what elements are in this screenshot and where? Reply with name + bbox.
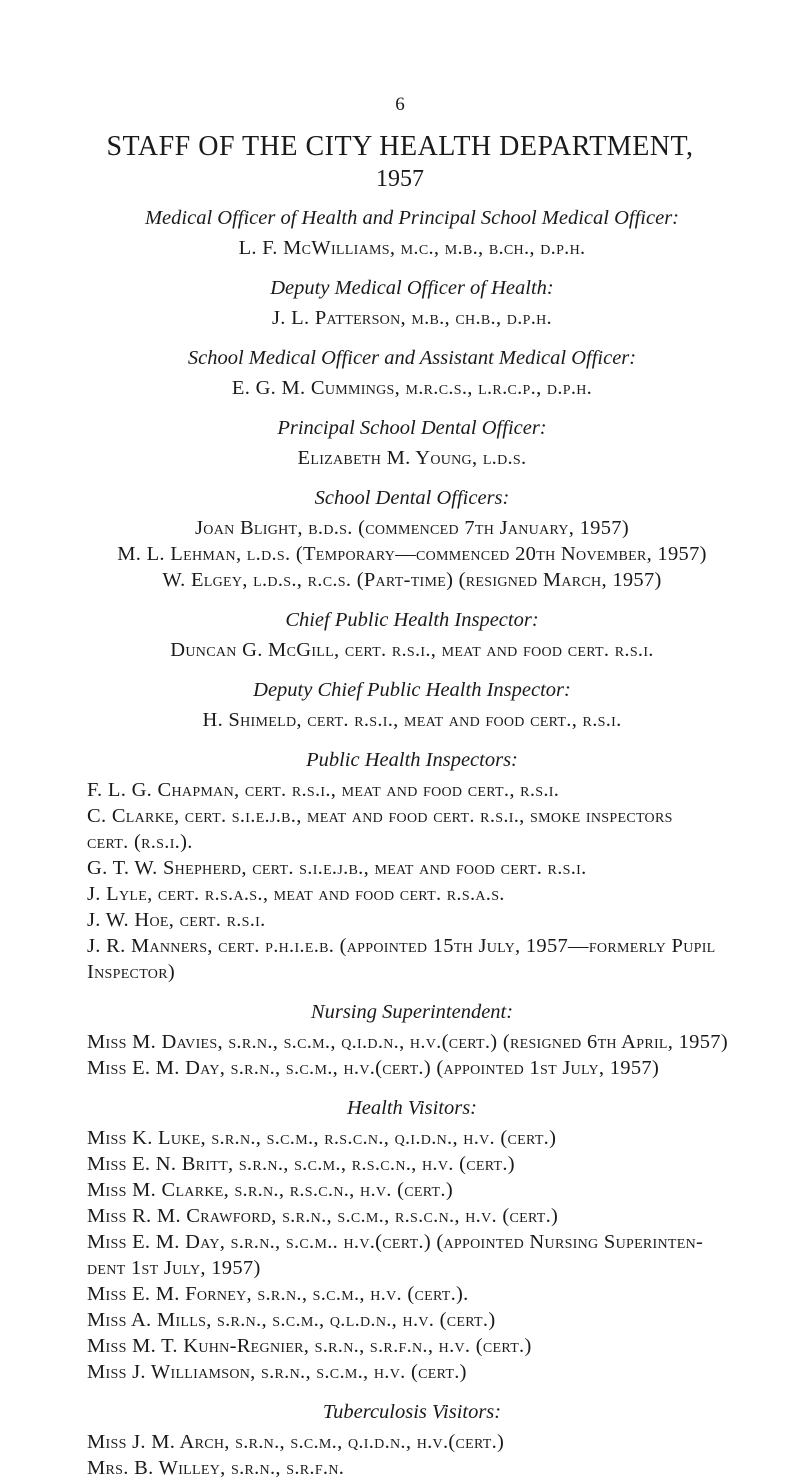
staff-entry: J. Lyle, cert. r.s.a.s., meat and food cert. r.s.a.s. [87, 883, 505, 905]
section-deputy-moh [87, 275, 737, 331]
staff-entry: L. F. McWilliams, m.c., m.b., b.ch., d.p.h. [238, 237, 586, 259]
staff-entry: Miss M. T. Kuhn-Regnier, s.r.n., s.r.f.n., h.v. (cert.) [87, 1335, 532, 1357]
staff-entry: H. Shimeld, cert. r.s.i., meat and food cert., r.s.i. [202, 709, 622, 731]
staff-entry: M. L. Lehman, l.d.s. (Temporary—commenced 20th November, 1957) [117, 543, 707, 565]
staff-entry: Miss R. M. Crawford, s.r.n., s.c.m., r.s.c.n., h.v. (cert.) [87, 1205, 559, 1227]
section-heading: Deputy Chief Public Health Inspector: [253, 679, 571, 701]
staff-entry: Miss J. Williamson, s.r.n., s.c.m., h.v. (cert.) [87, 1361, 467, 1383]
staff-entry: Elizabeth M. Young, l.d.s. [297, 447, 527, 469]
staff-entry: Miss E. M. Forney, s.r.n., s.c.m., h.v. (cert.). [87, 1283, 469, 1305]
staff-entry: Miss A. Mills, s.r.n., s.c.m., q.l.d.n., h.v. (cert.) [87, 1309, 496, 1331]
staff-entry: dent 1st July, 1957) [87, 1257, 261, 1279]
section-tuberculosis-visitors [87, 1399, 737, 1481]
section-heading: Nursing Superintendent: [310, 1001, 514, 1023]
staff-entry: Miss E. M. Day, s.r.n., s.c.m.. h.v.(cert.) (appointed Nursing Superinten- [87, 1231, 704, 1253]
staff-entry: Duncan G. McGill, cert. r.s.i., meat and food cert. r.s.i. [170, 639, 654, 661]
staff-entry: Miss E. M. Day, s.r.n., s.c.m., h.v.(cert.) (appointed 1st July, 1957) [87, 1057, 660, 1079]
section-school-medical-officer [87, 345, 737, 401]
section-deputy-chief-phi [87, 677, 737, 733]
section-health-visitors [87, 1095, 737, 1385]
staff-entry: C. Clarke, cert. s.i.e.j.b., meat and food cert. r.s.i., smoke inspectors [87, 805, 673, 827]
staff-entry: Miss E. N. Britt, s.r.n., s.c.m., r.s.c.n., h.v. (cert.) [87, 1153, 515, 1175]
staff-entry: Miss K. Luke, s.r.n., s.c.m., r.s.c.n., q.i.d.n., h.v. (cert.) [87, 1127, 557, 1149]
section-heading: Deputy Medical Officer of Health: [270, 277, 554, 299]
section-heading: Chief Public Health Inspector: [285, 609, 539, 631]
section-heading: Public Health Inspectors: [306, 749, 518, 771]
section-heading: Principal School Dental Officer: [277, 417, 547, 439]
staff-entry: Mrs. B. Willey, s.r.n., s.r.f.n. [87, 1457, 345, 1479]
section-principal-dental-officer [87, 415, 737, 471]
page-title: STAFF OF THE CITY HEALTH DEPARTMENT, [106, 131, 694, 162]
staff-entry: E. G. M. Cummings, m.r.c.s., l.r.c.p., d.p.h. [231, 377, 593, 399]
page-number: 6 [395, 94, 405, 115]
section-heading: School Dental Officers: [314, 487, 510, 509]
section-nursing-superintendent [87, 999, 737, 1081]
staff-entry: F. L. G. Chapman, cert. r.s.i., meat and food cert., r.s.i. [87, 779, 560, 801]
staff-entry: Miss M. Davies, s.r.n., s.c.m., q.i.d.n., h.v.(cert.) (resigned 6th April, 1957) [87, 1031, 728, 1053]
section-public-health-inspectors [87, 747, 737, 985]
staff-list [87, 205, 737, 1481]
section-heading: School Medical Officer and Assistant Medical Officer: [187, 347, 637, 369]
section-heading: Medical Officer of Health and Principal School Medical Officer: [144, 207, 679, 229]
section-heading: Health Visitors: [346, 1097, 478, 1119]
page-year: 1957 [376, 166, 424, 192]
staff-entry: Miss M. Clarke, s.r.n., r.s.c.n., h.v. (cert.) [87, 1179, 453, 1201]
staff-entry: J. W. Hoe, cert. r.s.i. [87, 909, 266, 931]
staff-entry: Miss J. M. Arch, s.r.n., s.c.m., q.i.d.n., h.v.(cert.) [87, 1431, 505, 1453]
staff-entry: G. T. W. Shepherd, cert. s.i.e.j.b., meat and food cert. r.s.i. [87, 857, 587, 879]
section-dental-officers [87, 485, 737, 593]
staff-entry: J. R. Manners, cert. p.h.i.e.b. (appointed 15th July, 1957—formerly Pupil [87, 935, 716, 957]
staff-entry: Joan Blight, b.d.s. (commenced 7th January, 1957) [195, 517, 629, 539]
section-moh [87, 205, 737, 261]
section-heading: Tuberculosis Visitors: [322, 1401, 502, 1423]
staff-entry: W. Elgey, l.d.s., r.c.s. (Part-time) (resigned March, 1957) [162, 569, 662, 591]
staff-entry: J. L. Patterson, m.b., ch.b., d.p.h. [272, 307, 552, 329]
staff-entry: Inspector) [87, 961, 175, 983]
section-chief-phi [87, 607, 737, 663]
staff-entry: cert. (r.s.i.). [87, 831, 193, 853]
